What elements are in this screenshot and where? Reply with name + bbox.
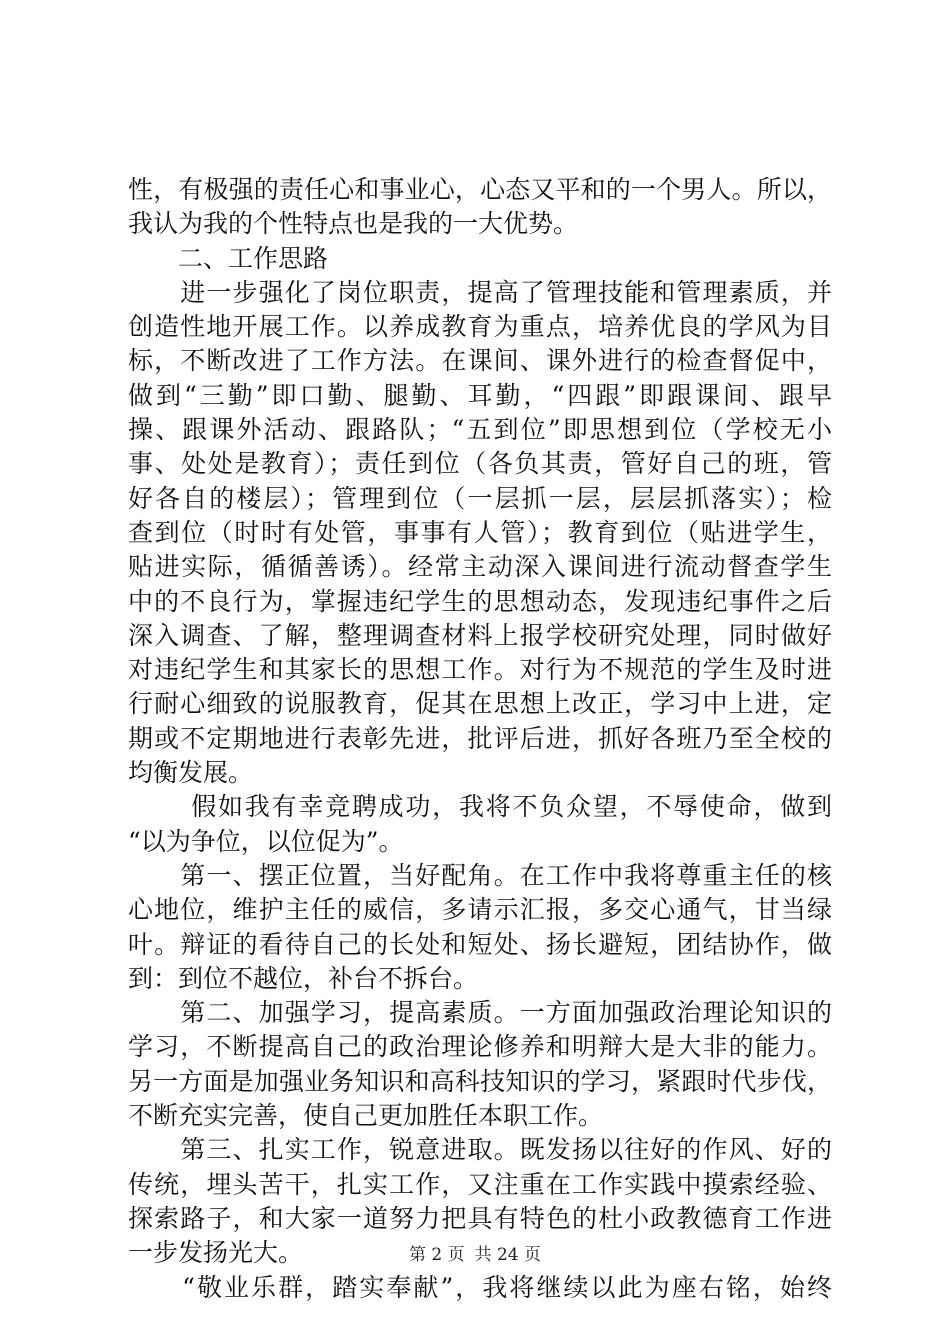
text-line: 到：到位不越位，补台不拆台。 <box>128 963 479 993</box>
text-line: 操、跟课外活动、跟路队；“五到位”即思想到位（学校无小 <box>128 415 832 445</box>
page-footer <box>0 1240 950 1265</box>
text-line: 我认为我的个性特点也是我的一大优势。 <box>128 209 579 239</box>
text-line: 不断充实完善，使自己更加胜任本职工作。 <box>128 1101 604 1131</box>
text-line: 另一方面是加强业务知识和高科技知识的学习，紧跟时代步伐， <box>128 1066 832 1096</box>
text-line: 第二、加强学习，提高素质。一方面加强政治理论知识的 <box>128 998 832 1028</box>
text-line: 贴进实际，循循善诱）。经常主动深入课间进行流动督查学生 <box>128 552 832 582</box>
text-line: 中的不良行为，掌握违纪学生的思想动态，发现违纪事件之后 <box>128 586 832 616</box>
text-line: 创造性地开展工作。以养成教育为重点，培养优良的学风为目 <box>128 312 832 342</box>
text-line: 标，不断改进了工作方法。在课间、课外进行的检查督促中， <box>128 346 832 376</box>
text-line: 传统，埋头苦干，扎实工作，又注重在工作实践中摸索经验、 <box>128 1169 832 1199</box>
text-line: 性，有极强的责任心和事业心，心态又平和的一个男人。所以， <box>128 175 832 204</box>
text-line: 第三、扎实工作，锐意进取。既发扬以往好的作风、好的 <box>128 1135 832 1165</box>
text-line: 假如我有幸竞聘成功，我将不负众望，不辱使命，做到 <box>128 792 832 822</box>
text-line: 行耐心细致的说服教育，促其在思想上改正，学习中上进，定 <box>128 689 832 719</box>
text-line: 学习，不断提高自己的政治理论修养和明辩大是大非的能力。 <box>128 1032 832 1062</box>
text-line: 做到“三勤”即口勤、腿勤、耳勤，“四跟”即跟课间、跟早 <box>128 380 832 410</box>
text-line: 叶。辩证的看待自己的长处和短处、扬长避短，团结协作，做 <box>128 929 832 959</box>
text-line: 心地位，维护主任的威信，多请示汇报，多交心通气，甘当绿 <box>128 895 832 925</box>
text-line: 好各自的楼层）；管理到位（一层抓一层，层层抓落实）；检 <box>128 483 832 513</box>
page-total: 共 24 页 <box>474 1245 542 1265</box>
text-line: 期或不定期地进行表彰先进，批评后进，抓好各班乃至全校的 <box>128 723 832 753</box>
text-line: “敬业乐群，踏实奉献”，我将继续以此为座右铭，始终 <box>128 1272 832 1302</box>
text-line: 进一步强化了岗位职责，提高了管理技能和管理素质，并 <box>128 277 832 307</box>
text-line: 事、处处是教育）；责任到位（各负其责，管好自己的班，管 <box>128 449 832 479</box>
text-line: “以为争位，以位促为”。 <box>128 826 404 856</box>
text-line: 探索路子，和大家一道努力把具有特色的杜小政教德育工作进 <box>128 1203 832 1233</box>
text-line: 深入调查、了解，整理调查材料上报学校研究处理，同时做好 <box>128 620 832 650</box>
text-line: 查到位（时时有处管，事事有人管）；教育到位（贴进学生， <box>128 517 832 547</box>
text-line: 对违纪学生和其家长的思想工作。对行为不规范的学生及时进 <box>128 655 832 685</box>
text-line: 均衡发展。 <box>128 758 254 788</box>
text-line: 一步发扬光大。 <box>128 1238 304 1268</box>
page-number: 第 2 页 <box>408 1245 465 1265</box>
document-body <box>128 173 832 1305</box>
text-line: 第一、摆正位置，当好配角。在工作中我将尊重主任的核 <box>128 860 832 890</box>
section-heading: 二、工作思路 <box>128 243 329 273</box>
